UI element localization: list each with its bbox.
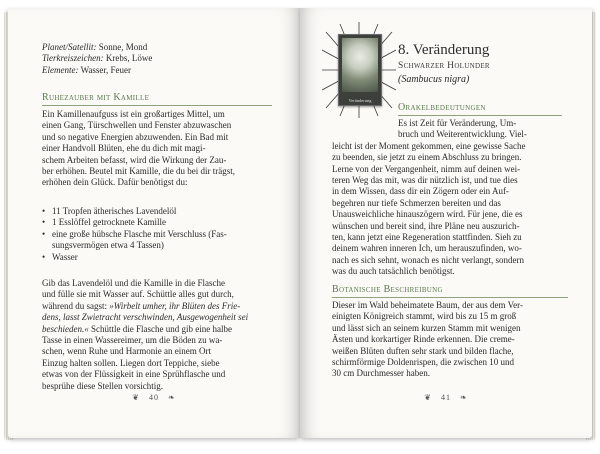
meta-block — [42, 42, 272, 76]
page-number-right: ❦ 41 ❧ — [424, 393, 468, 402]
oracle-card-image — [338, 34, 382, 106]
plant-name: Schwarzer Holunder — [398, 61, 490, 71]
left-page — [8, 8, 300, 438]
heading-rule — [42, 105, 272, 106]
instruction-paragraph: Gib das Lavendelöl und die Kamille in die Flasche und fülle sie mit Wasser auf. Schüttle alles gut durch, während du sagst: »Wirbelt umher, ihr Blüten des Frie- dens, lasst Zwietracht verschwinden, Ausgewogenheit sei beschieden.« Schüttle die Flasche und gib eine halbe Tasse in einen Wassereimer, um die Böden zu wa- schen, wenn Ruhe und Harmonie an einem Ort Einzug halten sollen. Liegen dort Teppiche, siebe etwas von der Flüssigkeit in eine Sprühflasche und besprühe diese Stellen vorsichtig. — [42, 278, 249, 391]
ornament-icon: ❦ — [132, 393, 140, 402]
oracle-heading: Orakelbedeutungen — [398, 102, 486, 113]
latin-name: (Sambucus nigra) — [398, 74, 470, 85]
list-item: • Wasser — [42, 252, 274, 263]
list-item: • 11 Tropfen ätherisches Lavendelöl — [42, 206, 274, 217]
meta-zodiac: Tierkreiszeichen: Krebs, Löwe — [42, 53, 153, 64]
section-heading: Ruhezauber mit Kamille — [42, 92, 150, 103]
intro-paragraph: Ein Kamillenaufguss ist ein großartiges Mittel, um einen Gang, Türschwellen und Fenster abzuwaschen und so negative Energien abzuwenden. Ein Bad mit einer Handvoll Blüten, ehe du dich mit magi- schem Arbeiten befasst, wird die Wirkung der Zau- ber erhöhen. Beutel mit Kamille, die du bei dir trägst, erhöhen dein Glück. Dafür benötigst du: — [42, 109, 235, 188]
right-page — [300, 8, 592, 438]
ornament-icon: ❧ — [168, 393, 176, 402]
elder-flower-illustration — [342, 38, 378, 92]
ornament-icon: ❧ — [460, 393, 468, 402]
oracle-paragraph: Es ist Zeit für Veränderung, Um- bruch und Weiterentwicklung. Viel- leicht ist der Moment gekommen, eine gewisse Sache zu beenden, sie jetzt zu einem Abschluss zu bringen. Lerne von der Vergangenheit, nimm auf deinen wei- teren Weg das mit, was dir nützlich ist, und tue dies in dem Wissen, dass dir ein Zögern oder ein Auf- begehren nur tiefe Schmerzen bereiten und das Unausweichliche hinauszögern wird. Für jene, die es wünschen und bereit sind, ihre Pläne neu auszurich- ten, kann jetzt eine Regeneration stattfinden. Sieh zu deinem wahren inneren Ich, um herauszufinden, wo- nach es sich sehnt, wonach es nicht verlangt, sondern was du auch tatsächlich benötigst. — [332, 118, 527, 277]
chapter-title: 8. Veränderung — [398, 42, 490, 58]
open-book — [8, 8, 592, 444]
botany-paragraph: Dieser im Wald beheimatete Baum, der aus dem Ver- einigten Königreich stammt, wird bis zu 15 m groß und lässt sich an seinem kurzen Stamm mit wenigen Ästen und korkartiger Rinde erkennen. Die creme- weißen Blüten duften sehr stark und bilden flache, schirmförmige Doldenrispen, die zwischen 10 und 30 cm Durchmesser haben. — [332, 300, 523, 379]
oracle-heading-rule — [398, 115, 562, 116]
ornament-icon: ❦ — [424, 393, 432, 402]
ingredient-list — [42, 206, 274, 263]
botany-heading-rule — [332, 297, 568, 298]
list-item: • eine große hübsche Flasche mit Verschluss (Fas- sungsvermögen etwa 4 Tassen) — [42, 229, 274, 252]
card-caption: Veränderung — [348, 98, 372, 103]
meta-elements: Elemente: Wasser, Feuer — [42, 64, 131, 75]
list-item: • 1 Esslöffel getrocknete Kamille — [42, 217, 274, 228]
botany-heading: Botanische Beschreibung — [332, 284, 443, 295]
page-number-left: ❦ 40 ❧ — [132, 393, 176, 402]
meta-planet: Planet/Satellit: Sonne, Mond — [42, 42, 148, 52]
